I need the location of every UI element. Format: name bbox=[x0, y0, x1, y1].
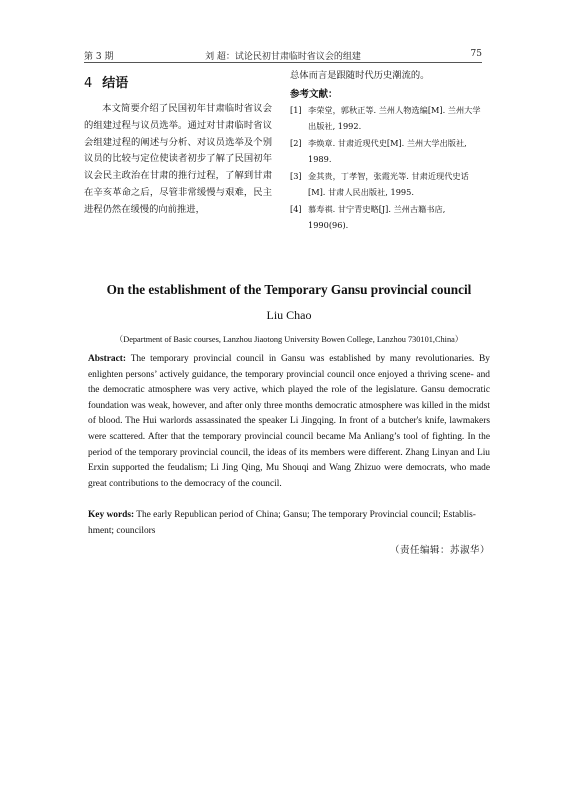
section-heading bbox=[84, 72, 272, 91]
references-title: 参考文献： bbox=[290, 88, 338, 100]
responsible-editor: （责任编辑：苏淑华） bbox=[389, 545, 490, 556]
section-number: 4 bbox=[84, 76, 93, 91]
english-title: On the establishment of the Temporary Gansu provincial council bbox=[106, 282, 472, 297]
running-header bbox=[84, 45, 482, 61]
english-abstract bbox=[88, 352, 490, 492]
continuation-paragraph: 总体而言是跟随时代历史潮流的。 bbox=[290, 70, 430, 81]
right-column bbox=[290, 68, 486, 234]
reference-item: [4] 慕寿祺. 甘宁青史略[J]. 兰州古籍书店, 1990(96). bbox=[290, 203, 446, 231]
english-affiliation: （Department of Basic courses, Lanzhou Jiaotong University Bowen College, Lanzhou 730101,China） bbox=[114, 335, 464, 344]
keywords-text: The early Republican period of China; Gansu; The temporary Provincial council; Establis- hment; councilors bbox=[88, 510, 476, 536]
section-title: 结语 bbox=[102, 76, 129, 91]
abstract-text: The temporary provincial council in Gansu was established by many revolutionaries. By enlighten persons’ actively guidance, the temporary provincial council once enjoyed a thriving scene- and the democratic atmosphere was very active, which played the role of the legislature. Gansu democratic foundation was weak, however, and after only three months democratic atmosphere was killed in the midst of blood. The Hui warlords assassinated the speaker Li Jingqing. In front of a butcher's knife, lawmakers were scattered. After that the temporary provincial council became Ma Anliang’s tool of fighting. In the period of the temporary provincial council, the ideas of its members were different. Zhang Linyan and Liu Erxin supported the feudalism; Li Jing Qing, Mu Shouqi and Wang Zhizuo were democrats, who made great contributions to the democracy of the council. bbox=[88, 354, 490, 489]
issue-number: 第 3 期 bbox=[84, 52, 114, 62]
english-author: Liu Chao bbox=[266, 308, 312, 322]
abstract-label: Abstract: bbox=[88, 354, 127, 364]
conclusion-text: 本文简要介绍了民国初年甘肃临时省议会的组建过程与议员选举。通过对甘肃临时省议会组建过程的阐述与分析、对议员选举及个别议员的比较与定位使读者初步了解了民国初年议会民主政治在甘肃的推行过程，了解到甘肃在辛亥革命之后，尽管非常缓慢与艰难，民主进程仍然在缓慢的向前推进， bbox=[84, 103, 272, 215]
left-column bbox=[84, 72, 272, 219]
conclusion-paragraph bbox=[84, 101, 272, 219]
reference-item: [1] 李荣堂，郭秋正等. 兰州人物选编[M]. 兰州大学出版社, 1992. bbox=[290, 104, 481, 132]
english-keywords bbox=[88, 508, 490, 539]
keywords-label: Key words: bbox=[88, 510, 135, 520]
reference-item: [3] 金其贵，丁孝智，张霞光等. 甘肃近现代史话[M]. 甘肃人民出版社, 1995. bbox=[290, 170, 469, 198]
page-number: 75 bbox=[470, 49, 482, 59]
header-rule bbox=[84, 62, 482, 63]
reference-item: [2] 李焕章. 甘肃近现代史[M]. 兰州大学出版社, 1989. bbox=[290, 137, 467, 165]
running-title: 刘 超：试论民初甘肃临时省议会的组建 bbox=[205, 52, 361, 62]
reference-list bbox=[290, 102, 486, 234]
